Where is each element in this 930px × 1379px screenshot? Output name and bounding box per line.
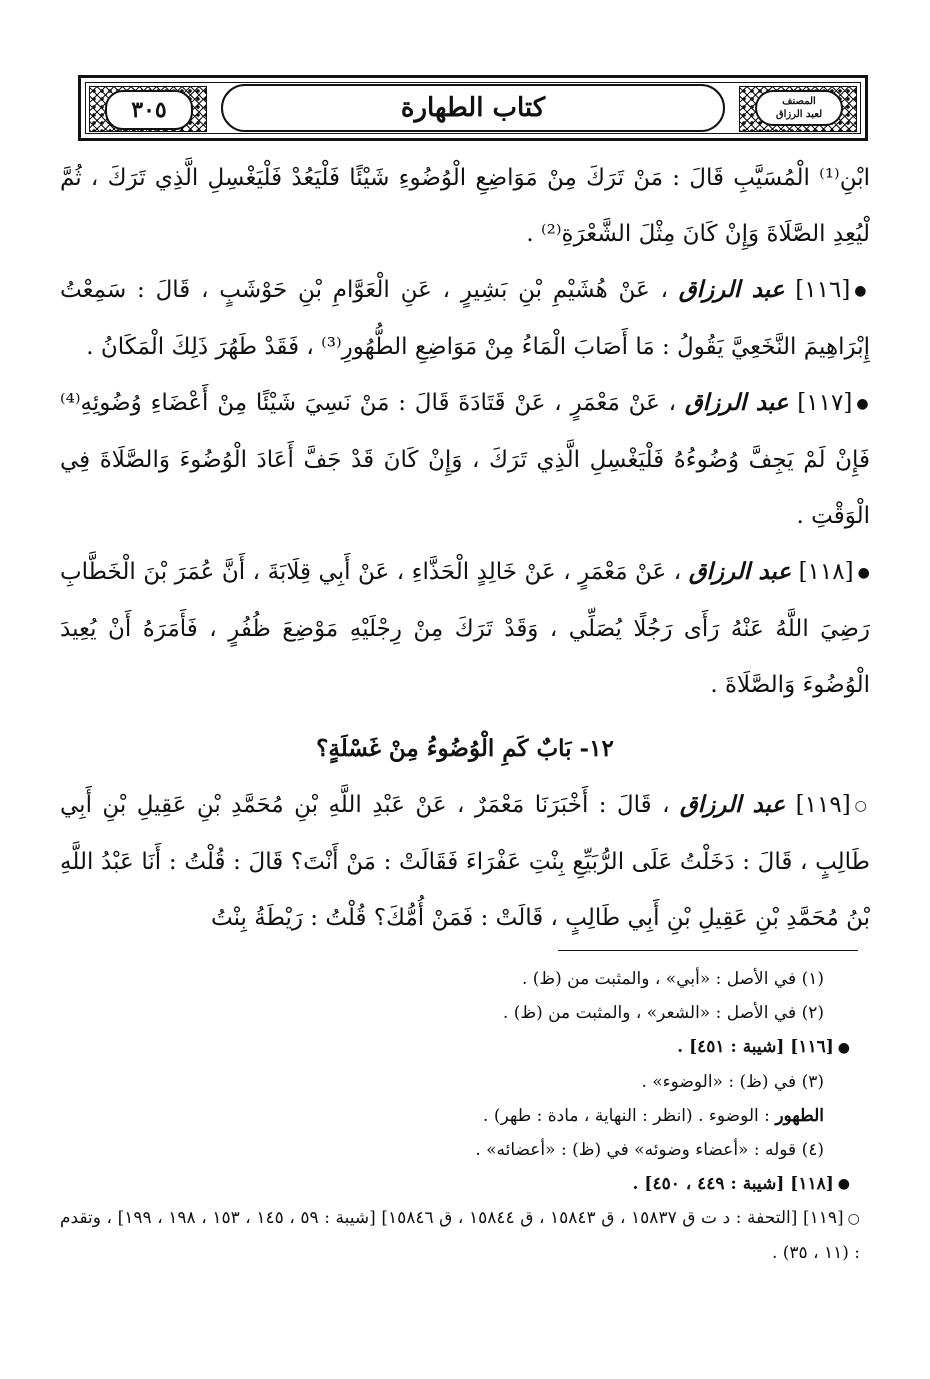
- reference-119: [60, 1201, 860, 1270]
- entry-text: ، عَنْ مَعْمَرٍ ، عَنْ قَتَادَةَ قَالَ : مَنْ نَسِيَ شَيْئًا مِنْ أَعْضَاءِ وُضُوئِهِ⁽⁴⁾ فَإِنْ لَمْ يَجِفَّ وُضُوءُهُ فَلْيَغْسِلِ الَّذِي تَرَكَ ، وَإِنْ كَانَ قَدْ جَفَّ أَعَادَ الْوُضُوءَ وَالصَّلَاةَ فِي الْوَقْتِ .: [60, 390, 870, 529]
- entry-116: [60, 262, 870, 375]
- footnote-3-gloss: [60, 1099, 860, 1133]
- entry-number: [١١٧]: [797, 390, 853, 416]
- hollow-bullet-icon: ○: [854, 798, 870, 814]
- entry-text: ، عَنْ مَعْمَرٍ ، عَنْ خَالِدٍ الْحَذَّاءِ ، عَنْ أَبِي قِلَابَةَ ، أَنَّ عُمَرَ بْنَ الْخَطَّابِ رَضِيَ اللَّهُ عَنْهُ رَأَى رَجُلًا يُصَلِّي ، وَقَدْ تَرَكَ مِنْ رِجْلَيْهِ مَوْضِعَ ظُفُرٍ ، فَأَمَرَهُ أَنْ يُعِيدَ الْوُضُوءَ وَالصَّلَاةَ .: [60, 559, 870, 698]
- bullet-icon: ●: [837, 1176, 850, 1192]
- author-name: عبد الرزاق: [679, 791, 786, 818]
- author-name: عبد الرزاق: [684, 389, 789, 416]
- reference-text: [١١٨] [شيبة : ٤٤٩ ، ٤٥٠] .: [632, 1173, 834, 1194]
- entry-number: [١١٦]: [795, 277, 851, 303]
- gloss-term: الطهور: [775, 1105, 824, 1126]
- author-name: عبد الرزاق: [688, 558, 792, 585]
- footnote-1: (١) في الأصل : «أبي» ، والمثبت من (ظ) .: [521, 969, 824, 989]
- page-number: ٣٠٥: [105, 90, 193, 130]
- entry-text: ، قَالَ : أَخْبَرَنَا مَعْمَرٌ ، عَنْ عَبْدِ اللَّهِ بْنِ مُحَمَّدِ بْنِ عَقِيلِ بْنِ أَبِي طَالِبٍ ، قَالَ : دَخَلْتُ عَلَى الرُّبَيِّعِ بِنْتِ عَفْرَاءَ فَقَالَتْ : مَنْ أَنْتَ؟ قَالَ : قُلْتُ : أَنَا عَبْدُ اللَّهِ بْنُ مُحَمَّدِ بْنِ عَقِيلِ بْنِ أَبِي طَالِبٍ ، قَالَتْ : فَمَنْ أُمُّكَ؟ قُلْتُ : رَيْطَةُ بِنْتُ: [60, 792, 870, 931]
- author-name: عبد الرزاق: [678, 276, 785, 303]
- book-title: كتاب الطهارة: [221, 84, 725, 132]
- reference-text: [١١٦] [شيبة : ٤٥١] .: [677, 1037, 834, 1057]
- emblem-line-1: المصنف: [782, 96, 816, 107]
- footnotes: [60, 962, 860, 1270]
- bullet-icon: ●: [857, 565, 870, 581]
- entry-number: [١١٨]: [798, 559, 854, 585]
- page-header: [78, 75, 868, 141]
- emblem-line-2: لعبد الرزاق: [775, 109, 823, 120]
- main-text: [60, 150, 870, 946]
- bullet-icon: ●: [837, 1039, 850, 1056]
- section-heading: ١٢- بَابٌ كَمِ الْوُضُوءُ مِنْ غَسْلَةٍ؟: [316, 735, 614, 762]
- entry-118: [60, 544, 870, 713]
- reference-118: [60, 1167, 860, 1202]
- footnote-3: (٣) في (ظ) : «الوضوء» .: [641, 1071, 824, 1092]
- entry-number: [١١٩]: [795, 792, 851, 818]
- footnote-2: (٢) في الأصل : «الشعر» ، والمثبت من (ظ) .: [502, 1003, 824, 1023]
- footnote-4: (٤) قوله : «أعضاء وضوئه» في (ظ) : «أعضائه» .: [475, 1139, 824, 1160]
- bullet-icon: ●: [856, 396, 870, 412]
- entry-117: [60, 375, 870, 544]
- entry-text: ، عَنْ هُشَيْمِ بْنِ بَشِيرٍ ، عَنِ الْعَوَّامِ بْنِ حَوْشَبٍ ، قَالَ : سَمِعْتُ إِبْرَاهِيمَ النَّخَعِيَّ يَقُولُ : مَا أَصَابَ الْمَاءُ مِنْ مَوَاضِعِ الطُّهُورِ⁽³⁾ ، فَقَدْ طَهُرَ ذَلِكَ الْمَكَانُ .: [60, 277, 870, 360]
- footnote-divider: [558, 950, 858, 951]
- book-emblem: [755, 90, 843, 126]
- gloss-text: : الوضوء . (انظر : النهاية ، مادة : طهر) .: [483, 1105, 770, 1126]
- reference-text: [١١٩] [التحفة : د ت ق ١٥٨٣٧ ، ق ١٥٨٤٣ ، ق ١٥٨٤٤ ، ق ١٥٨٤٦] [شيبة : ٥٩ ، ١٤٥ ، ١٥٣ ، ١٩٨ ، ١٩٩] ، وتقدم : (١١ ، ٣٥) .: [60, 1208, 860, 1263]
- hollow-bullet-icon: ○: [847, 1210, 861, 1227]
- bullet-icon: ●: [854, 283, 870, 299]
- paragraph-continuation: ابْنِ⁽¹⁾ الْمُسَيَّبِ قَالَ : مَنْ تَرَكَ مِنْ مَوَاضِعِ الْوُضُوءِ شَيْئًا فَلْيَعُدْ فَلْيَغْسِلِ الَّذِي تَرَكَ ، ثُمَّ لْيُعِدِ الصَّلَاةَ وَإِنْ كَانَ مِثْلَ الشَّعْرَةِ⁽²⁾ .: [60, 165, 870, 247]
- reference-116: [60, 1030, 860, 1065]
- entry-119: [60, 777, 870, 946]
